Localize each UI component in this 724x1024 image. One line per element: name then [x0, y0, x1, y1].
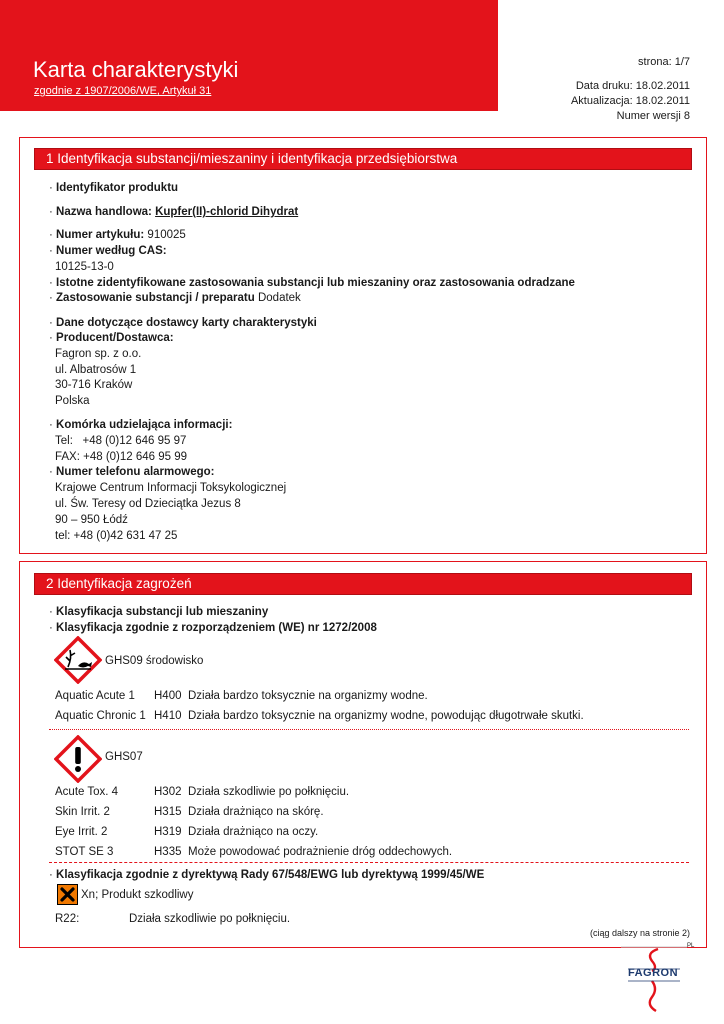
relevant-uses: · Istotne zidentyfikowane zastosowania substancji lub mieszaniny oraz zastosowania odradzane — [49, 277, 575, 289]
classification-label: · Klasyfikacja substancji lub mieszaniny — [49, 606, 269, 618]
page-number: strona: 1/7 — [638, 56, 690, 68]
page-subtitle: zgodnie z 1907/2006/WE, Artykuł 31 — [34, 85, 212, 97]
version-number: Numer wersji 8 — [616, 110, 690, 122]
directive-classification: · Klasyfikacja zgodnie z dyrektywą Rady 67/548/EWG lub dyrektywą 1999/45/WE — [49, 869, 485, 881]
xn-harmful-icon — [57, 884, 78, 905]
emergency-label: · Numer telefonu alarmowego: — [49, 466, 215, 478]
trade-name: · Nazwa handlowa: Kupfer(II)-chlorid Dihydrat — [49, 206, 299, 218]
update-date: Aktualizacja: 18.02.2011 — [570, 95, 690, 107]
r22-code: R22: — [55, 913, 80, 925]
product-identifier: · Identyfikator produktu — [49, 182, 179, 194]
cas-value: 10125-13-0 — [55, 261, 114, 273]
language-code: PL — [687, 943, 695, 949]
article-number: · Numer artykułu: 910025 — [49, 229, 186, 241]
ghs07-exclamation-icon — [54, 735, 102, 783]
producer-label: · Producent/Dostawca: — [49, 332, 174, 344]
fagron-logo-icon — [618, 945, 690, 1015]
emergency-line: ul. Św. Teresy od Dzieciątka Jezus 8 — [55, 498, 241, 510]
fagron-logo-text: FAGRON — [628, 967, 679, 979]
producer-line: ul. Albatrosów 1 — [55, 364, 137, 376]
print-date: Data druku: 18.02.2011 — [575, 80, 690, 92]
section-1-heading: 1 Identyfikacja substancji/mieszaniny i identyfikacja przedsiębiorstwa — [34, 148, 692, 170]
classification-regulation: · Klasyfikacja zgodnie z rozporządzeniem (WE) nr 1272/2008 — [49, 622, 377, 634]
info-fax: FAX: +48 (0)12 646 95 99 — [55, 451, 188, 463]
emergency-line: Krajowe Centrum Informacji Toksykologicznej — [55, 482, 287, 494]
emergency-line: tel: +48 (0)42 631 47 25 — [55, 530, 178, 542]
emergency-line: 90 – 950 Łódź — [55, 514, 128, 526]
ghs07-label: GHS07 — [105, 751, 143, 763]
cas-label: · Numer według CAS: — [49, 245, 167, 257]
substance-use: · Zastosowanie substancji / preparatu Dodatek — [49, 292, 301, 304]
r22-text: Działa szkodliwie po połknięciu. — [129, 913, 291, 925]
xn-label: Xn; Produkt szkodliwy — [81, 889, 194, 901]
producer-line: Fagron sp. z o.o. — [55, 348, 142, 360]
ghs09-environment-icon — [54, 636, 102, 684]
dotted-separator — [49, 729, 689, 730]
trade-name-value: Kupfer(II)-chlorid Dihydrat — [155, 206, 299, 218]
info-phone: Tel: +48 (0)12 646 95 97 — [55, 435, 187, 447]
section-2-heading: 2 Identyfikacja zagrożeń — [34, 573, 692, 595]
producer-line: 30-716 Kraków — [55, 379, 133, 391]
producer-line: Polska — [55, 395, 90, 407]
ghs09-label: GHS09 środowisko — [105, 655, 204, 667]
page-title: Karta charakterystyki — [33, 57, 239, 82]
dashed-separator — [49, 862, 689, 863]
info-label: · Komórka udzielająca informacji: — [49, 419, 233, 431]
supplier-details: · Dane dotyczące dostawcy karty charakterystyki — [49, 317, 317, 329]
continued-note: (ciąg dalszy na stronie 2) — [589, 928, 690, 938]
